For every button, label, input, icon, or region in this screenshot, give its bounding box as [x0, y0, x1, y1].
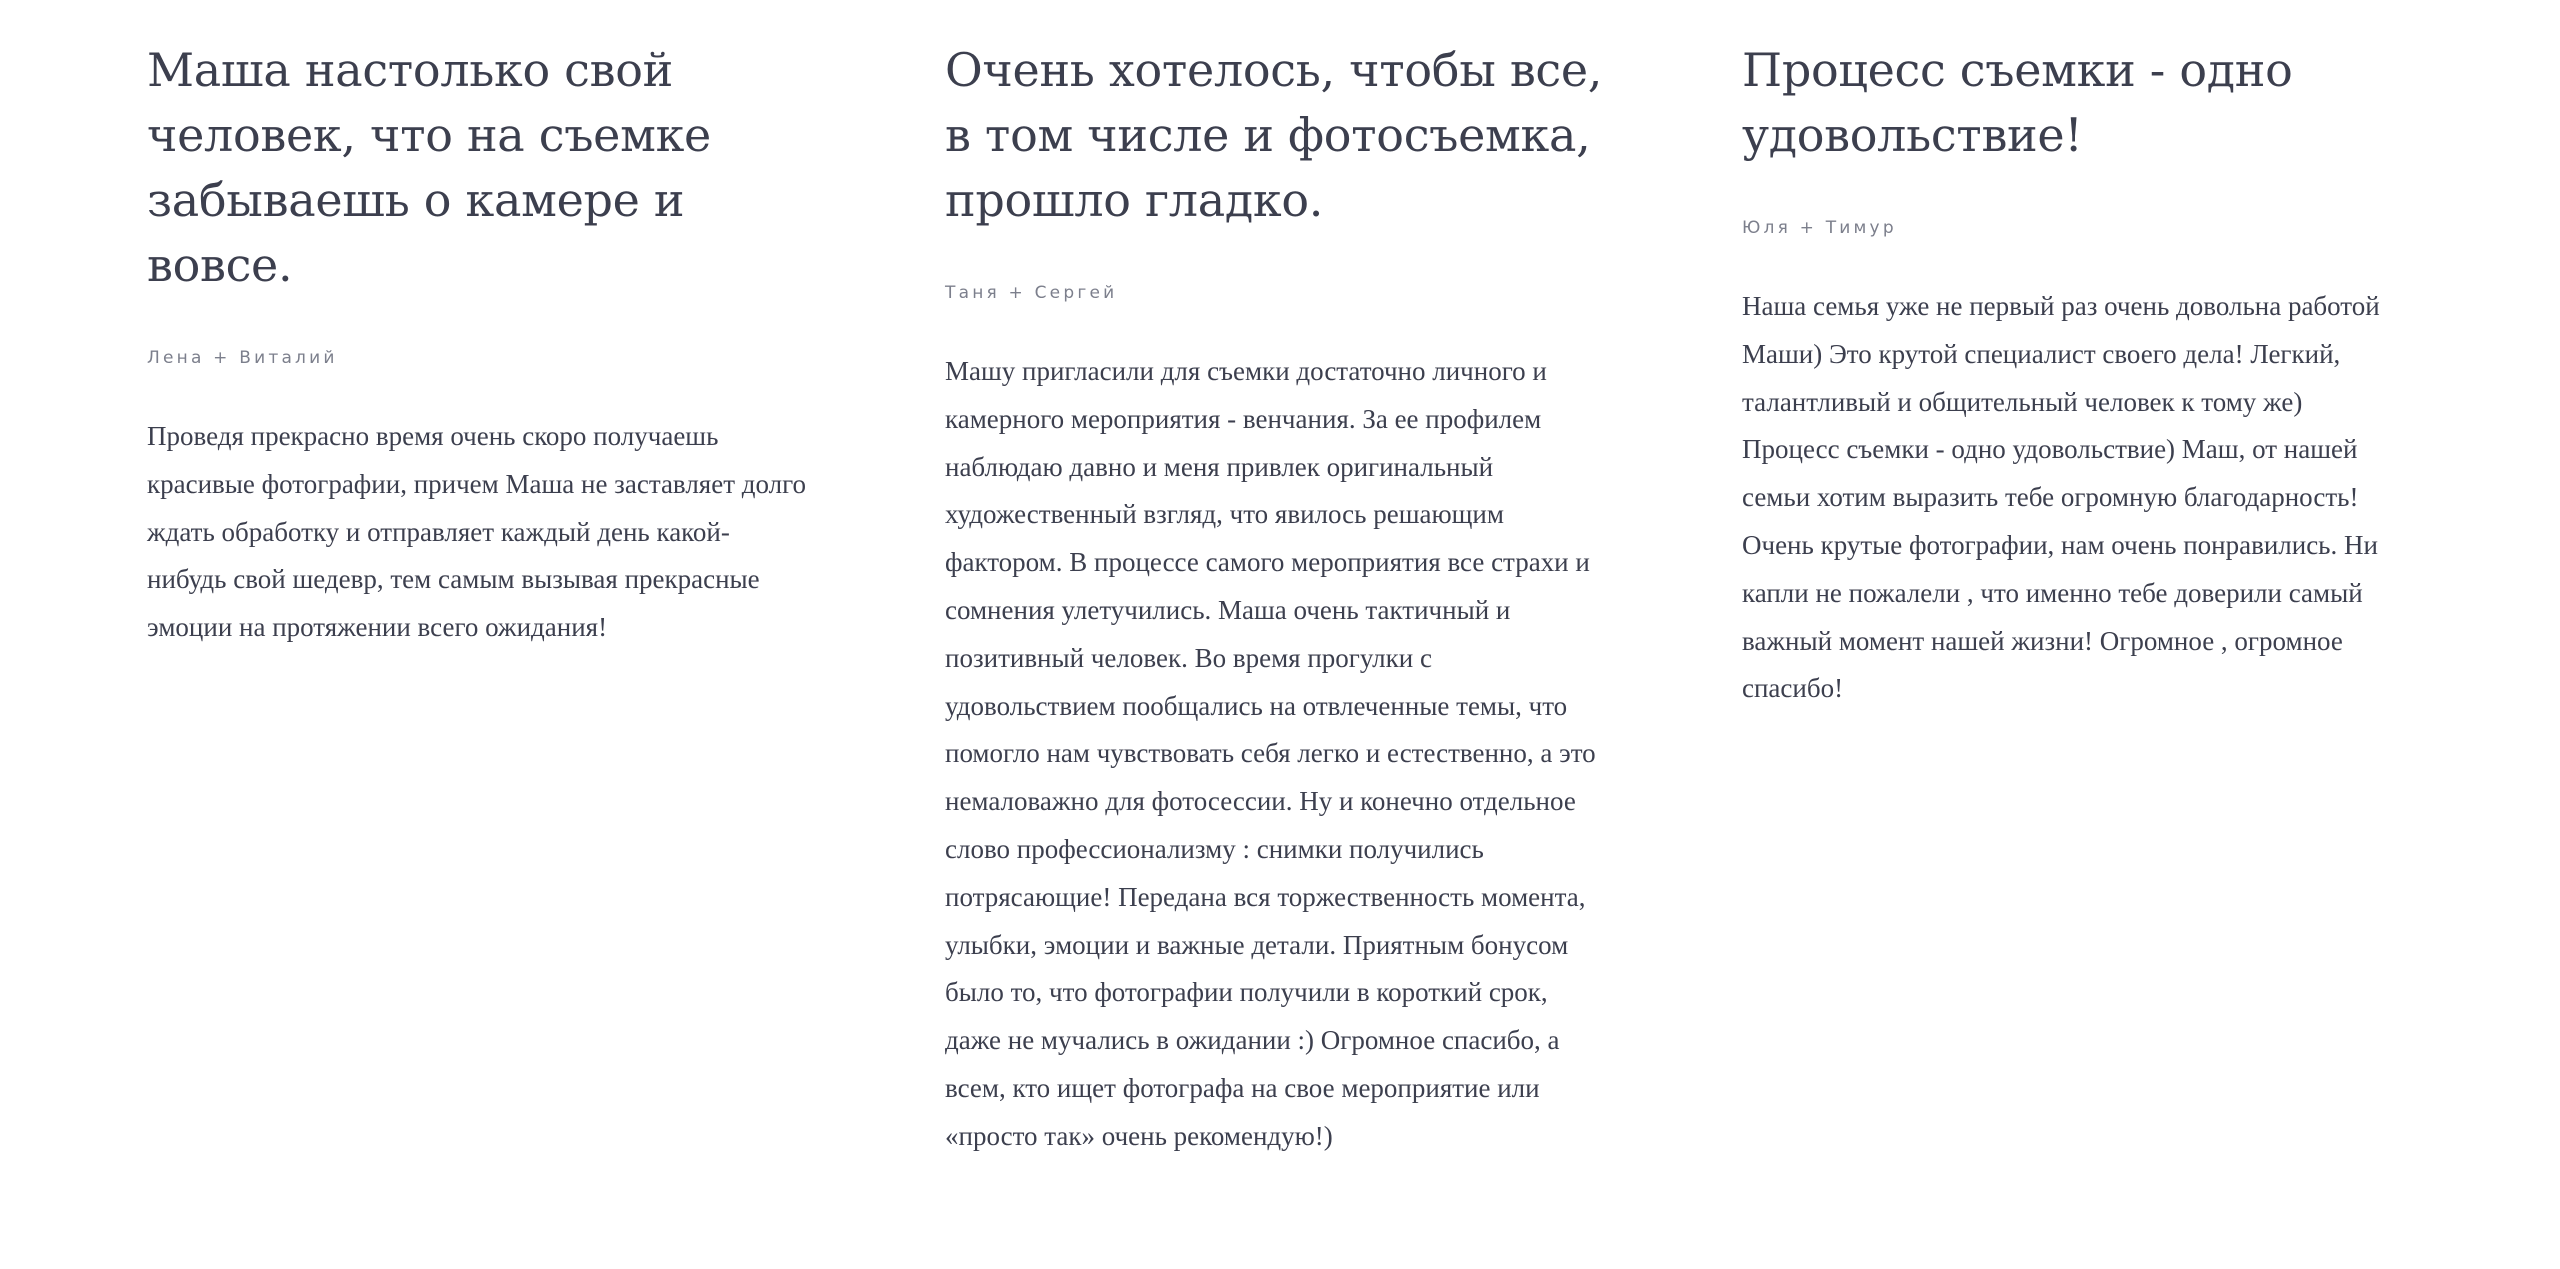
review-text: Проведя прекрасно время очень скоро получаешь красивые фотографии, причем Маша не заставляет долго ждать обработку и отправляет каждый день какой-нибудь свой шедевр, тем самым вызывая прекрасные эмоции на протяжении всего ожидания!	[147, 421, 807, 643]
review-card	[945, 38, 1605, 1161]
review-card	[1742, 38, 2402, 713]
review-title: Процесс съемки - одно удовольствие!	[1742, 43, 2293, 162]
review-title: Маша настолько свой человек, что на съемке забываешь о камере и вовсе.	[147, 43, 711, 292]
review-author: Лена + Виталий	[147, 348, 338, 368]
review-text: Наша семья уже не первый раз очень довольна работой Маши) Это крутой специалист своего дела! Легкий, талантливый и общительный человек к тому же) Процесс съемки - одно удовольствие) Маш, от нашей семьи хотим выразить тебе огромную благодарность! Очень крутые фотографии, нам очень понравились. Ни капли не пожалели , что именно тебе доверили самый важный момент нашей жизни! Огромное , огромное спасибо!	[1742, 291, 2380, 704]
review-title: Очень хотелось, чтобы все, в том числе и фотосъемка, прошло гладко.	[945, 43, 1603, 227]
review-card	[147, 38, 807, 652]
review-text: Машу пригласили для съемки достаточно личного и камерного мероприятия - венчания. За ее профилем наблюдаю давно и меня привлек оригинальный художественный взгляд, что явилось решающим фактором. В процессе самого мероприятия все страхи и сомнения улетучились. Маша очень тактичный и позитивный человек. Во время прогулки с удовольствием пообщались на отвлеченные темы, что помогло нам чувствовать себя легко и естественно, а это немаловажно для фотосессии. Ну и конечно отдельное слово профессионализму : снимки получились потрясающие! Передана вся торжественность момента, улыбки, эмоции и важные детали. Приятным бонусом было то, что фотографии получили в короткий срок, даже не мучались в ожидании :) Огромное спасибо, а всем, кто ищет фотографа на свое мероприятие или «просто так» очень рекомендую!)	[945, 356, 1596, 1151]
review-author: Юля + Тимур	[1742, 218, 1897, 238]
review-author: Таня + Сергей	[945, 283, 1118, 303]
